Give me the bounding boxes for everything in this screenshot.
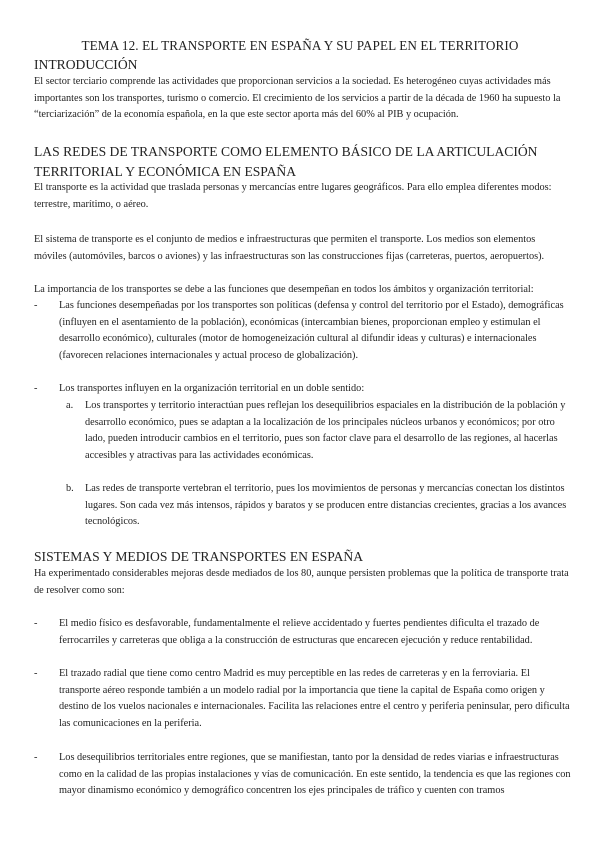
sublist-item-text: Las redes de transporte vertebran el territorio, pues los movimientos de personas y mercancías conectan los distintos lugares. Son cada vez más intensos, rápidos y baratos y se producen entre distancias crecientes, gracias a los avances tecnológicos. [85,483,567,528]
heading-redes-line1: LAS REDES DE TRANSPORTE COMO ELEMENTO BÁSICO DE LA ARTICULACIÓN [34,144,538,159]
paragraph-redes-3: La importancia de los transportes se debe a las funciones que desempeñan en todos los ámbitos y organización territorial: [34,284,534,295]
heading-introduccion: INTRODUCCIÓN [34,57,138,72]
paragraph-redes-1: El transporte es la actividad que traslada personas y mercancías entre lugares geográficos. Para ello emplea diferentes modos: terrestre, marítimo, o aéreo. [34,182,552,210]
heading-sistemas: SISTEMAS Y MEDIOS DE TRANSPORTES EN ESPAÑA [34,549,364,564]
paragraph-redes-2: El sistema de transporte es el conjunto de medios e infraestructuras que permiten el transporte. Los medios son elementos móviles (automóviles, barcos o aviones) y las infraestructuras son las construcciones fijas (carreteras, puertos, aeropuertos). [34,234,545,262]
bullet-dash: - [34,300,38,311]
list-item-text: Los desequilibrios territoriales entre regiones, que se manifiestan, tanto por la densidad de redes viarias e infraestructuras como en la calidad de las propias instalaciones y vías de comunicación. En este sentido, la tendencia es que las regiones con mayor dinamismo económico y demográfico concentren los ejes principales de tráfico y cuenten con tramos [59,752,571,797]
paragraph-sistemas-1: Ha experimentado considerables mejoras desde mediados de los 80, aunque persisten problemas que la política de transporte trata de resolver como son: [34,568,569,596]
document-title: TEMA 12. EL TRANSPORTE EN ESPAÑA Y SU PAPEL EN EL TERRITORIO [81,38,519,53]
list-item-text: Las funciones desempeñadas por los transportes son políticas (defensa y control del territorio por el Estado), demográficas (influyen en el asentamiento de la población), económicas (intercambian bienes, proporcionan empleo y estimulan el desarrollo económico), culturales (motor de homogeneización cultural al difundir ideas y culturas) e internacionales (favorecen relaciones internacionales y actual proceso de globalización). [59,300,564,361]
sublist-marker-a: a. [66,400,74,411]
list-item-text: Los transportes influyen en la organización territorial en un doble sentido: [59,383,365,394]
bullet-dash: - [34,668,38,679]
bullet-dash: - [34,383,38,394]
bullet-dash: - [34,752,38,763]
list-item-text: El trazado radial que tiene como centro Madrid es muy perceptible en las redes de carreteras y en la ferroviaria. El transporte aéreo responde también a un modelo radial por la importancia que tiene la capital de España como origen y destino de los vuelos nacionales e internacionales. Facilita las relaciones entre el centro y periferia peninsular, pero dificulta las comunicaciones en la periferia. [59,668,570,729]
paragraph-introduccion: El sector terciario comprende las actividades que proporcionan servicios a la sociedad. Es heterogéneo cuyas actividades más importantes son los transportes, turismo o comercio. El crecimiento de los servicios a partir de la década de 1960 ha supuesto la “terciarización” de la economía española, en la que este sector aporta más del 60% al PIB y ocupación. [34,76,561,121]
sublist-marker-b: b. [66,483,74,494]
bullet-dash: - [34,618,38,629]
sublist-item-text: Los transportes y territorio interactúan pues reflejan los desequilibrios espaciales en la distribución de la población y desarrollo económico, pues se adaptan a la localización de los principales núcleos urbanos y económicos; por otro lado, pueden introducir cambios en el territorio, pues son factor clave para el desarrollo de las regiones, al hacerlas accesibles y atractivas para las actividades económicas. [85,400,566,461]
heading-redes-line2: TERRITORIAL Y ECONÓMICA EN ESPAÑA [34,164,297,179]
list-item-text: El medio físico es desfavorable, fundamentalmente el relieve accidentado y fuertes pendientes dificulta el trazado de ferrocarriles y carreteras que obliga a la construcción de estructuras que encarecen ejecución y reduce rentabilidad. [59,618,540,646]
